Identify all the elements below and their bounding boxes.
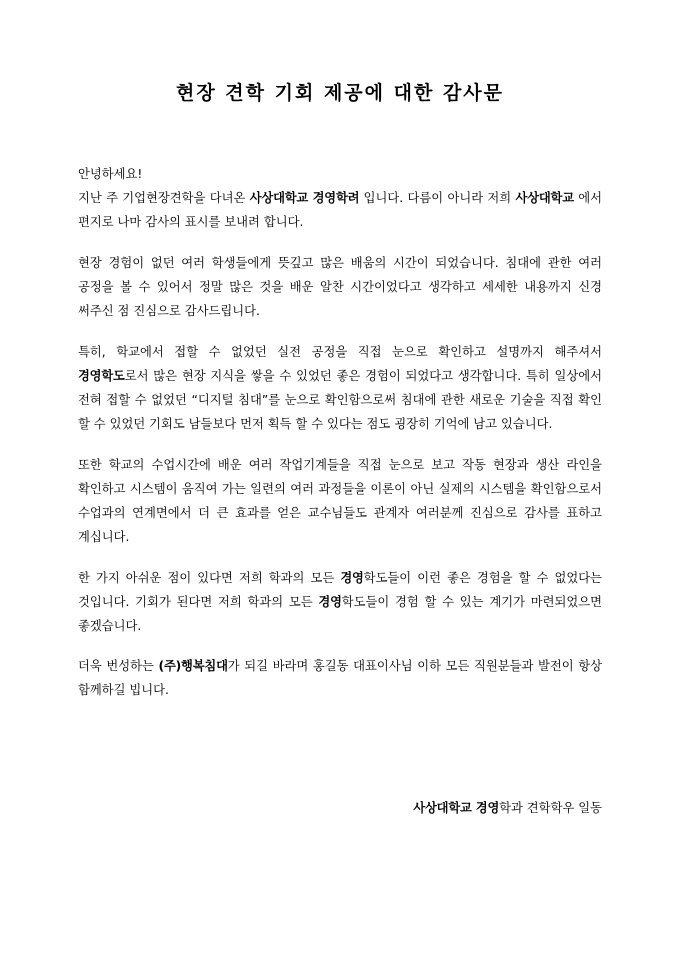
text-run: 에서 편지로 나마 감사의 표시를 보내려 합니다.: [78, 190, 603, 229]
text-run: 경영: [340, 570, 364, 585]
signature-group: 학과 견학학우 일동: [499, 801, 602, 816]
paragraph-machines: [78, 454, 602, 550]
text-run: 사상대학교 경영학려: [249, 190, 360, 205]
text-run: 특히, 학교에서 접할 수 없었던 실전 공정을 직접 눈으로 확인하고 설명까지 해주셔서: [78, 344, 602, 359]
text-run: 현장 경험이 없던 여러 학생들에게 뜻깊고 많은 배움의 시간이 되었습니다. 침대에 관한 여러 공정을 볼 수 있어서 정말 많은 것을 배운 알찬 시간이었다고 생각하고 세세한 내용까지 신경 써주신 점 진심으로 감사드립니다.: [78, 255, 602, 318]
text-run: 안녕하세요!: [78, 167, 143, 181]
text-run: 가 되길 바라며 홍길동 대표이사님 이하 모든 직원분들과 발전이 항상 함께하길 빕니다.: [78, 659, 602, 698]
text-run: 한 가지 아쉬운 점이 있다면 저희 학과의 모든: [78, 570, 341, 585]
signature-line: [78, 720, 602, 816]
text-run: 더욱 번성하는: [78, 659, 159, 674]
text-run: 또한 학교의 수업시간에 배운 여러 작업기계들을 직접 눈으로 보고 작동 현장과 생산 라인을 확인하고 시스템이 움직여 가는 일련의 여러 과정들을 이론이 아닌 실제의 시스템을 확인함으로서 수업과의 연계면에서 더 큰 효과를 얻은 교수님들도 관계자 여러분께 진심으로 감사를 표하고 계십니다.: [78, 457, 602, 544]
text-run: 지난 주 기업현장견학을 다녀온: [78, 190, 250, 205]
paragraph-regret: [78, 567, 602, 639]
text-run: 입니다. 다름이 아니라 저희: [359, 190, 516, 205]
document-body: [78, 105, 602, 703]
text-run: 경영학도: [78, 368, 125, 383]
text-run: (주)행복침대: [158, 659, 228, 674]
paragraph-experience: [78, 252, 602, 324]
text-run: 사상대학교: [515, 190, 574, 205]
text-run: 로서 많은 현장 지식을 쌓을 수 있었던 좋은 경험이 되었다고 생각합니다. 특히 일상에서 전혀 접할 수 없었던 “디지털 침대”를 눈으로 확인함으로써 침대에 관한 새로운 기술을 직접 확인 할 수 있었던 기회도 남들보다 먼저 획득 할 수 있다는 점도 굉장히 기억에 남고 있습니다.: [78, 368, 602, 431]
signature-organization: 사상대학교 경영: [413, 801, 500, 816]
paragraph-practical: [78, 341, 602, 437]
document-title: 현장 견학 기회 제공에 대한 감사문: [175, 82, 505, 104]
text-run: 학도들이 이런 좋은 경험을 할 수 없었다는 것입니다. 기회가 된다면 저희 학과의 모든: [78, 570, 602, 609]
text-run: 경영: [318, 594, 342, 609]
text-run: 학도들이 경험 할 수 있는 계기가 마련되었으면 좋겠습니다.: [78, 594, 602, 633]
paragraph-greeting: [78, 163, 602, 235]
paragraph-closing: [78, 655, 602, 703]
